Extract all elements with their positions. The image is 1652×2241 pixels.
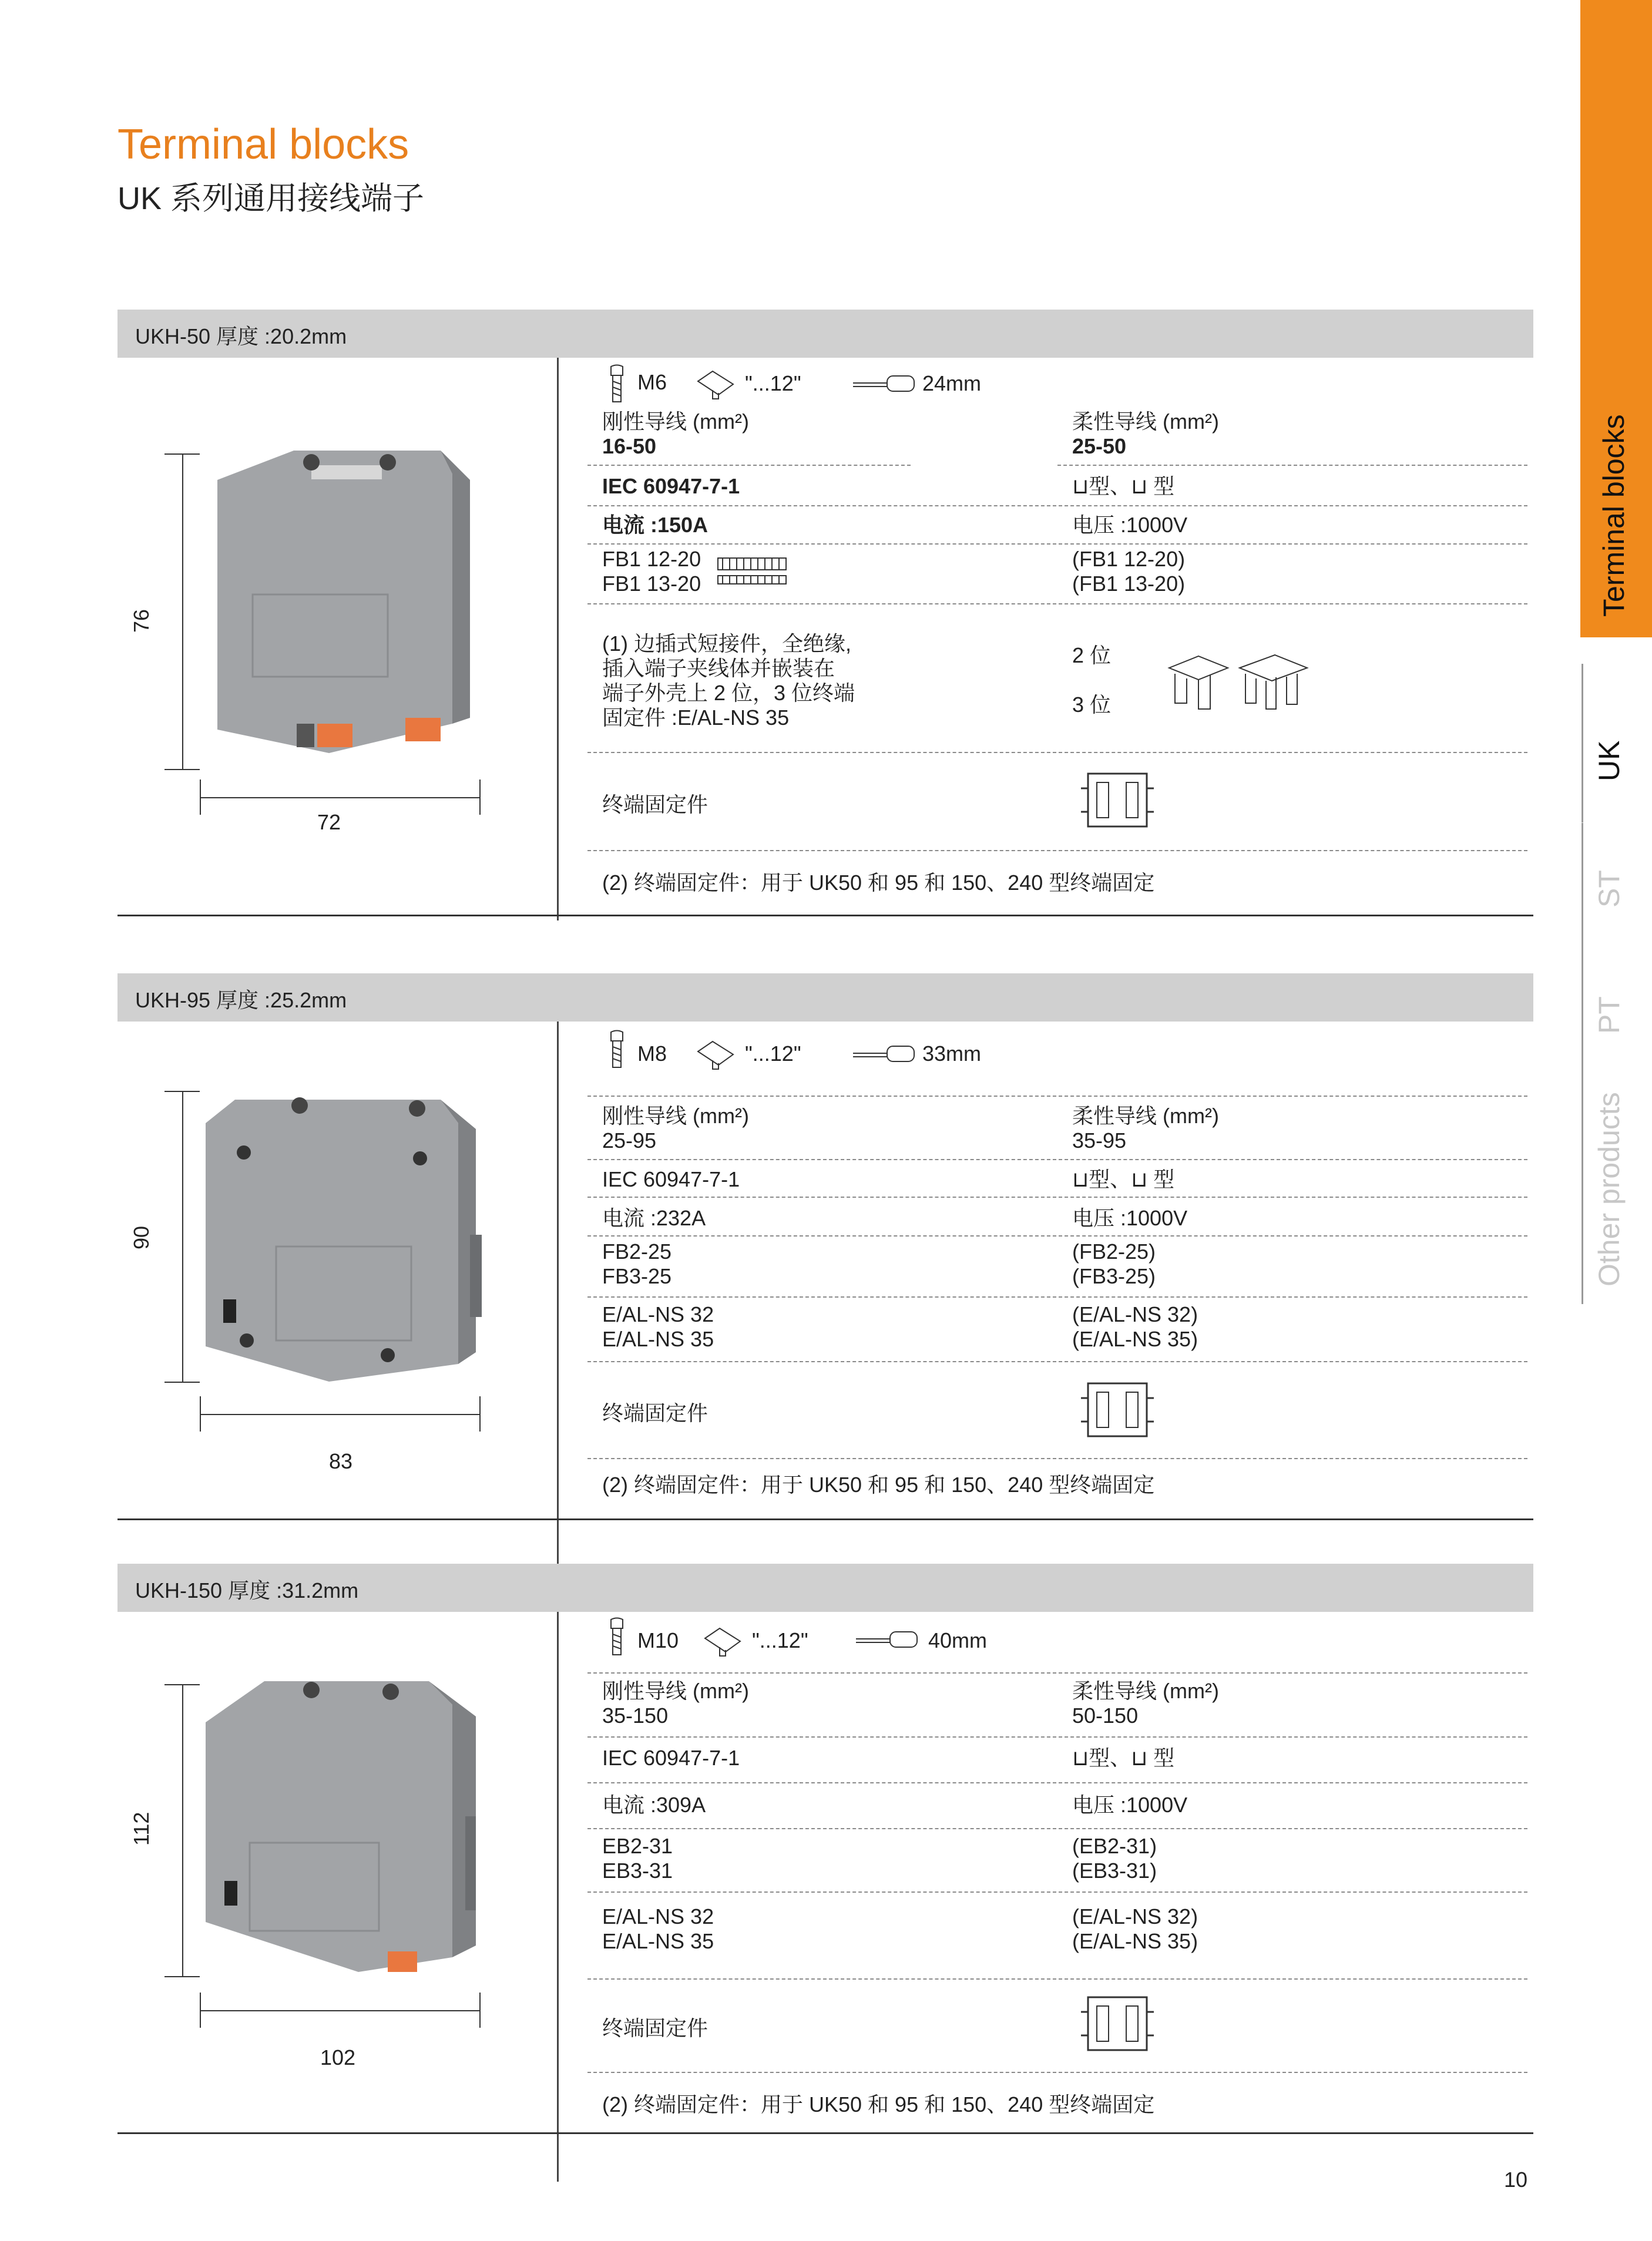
end-stop-model-1: E/AL-NS 32 — [602, 1302, 714, 1326]
current-rating: 电流 :232A — [602, 1206, 706, 1230]
rigid-wire-value: 25-95 — [602, 1128, 657, 1153]
bridge-alt-1: (EB2-31) — [1072, 1834, 1157, 1858]
standard-label: IEC 60947-7-1 — [602, 474, 740, 498]
end-bracket-note: (2) 终端固定件：用于 UK50 和 95 和 150、240 型终端固定 — [602, 1473, 1155, 1497]
rigid-wire-label: 刚性导线 (mm²) — [602, 1104, 749, 1128]
end-bracket-note: (2) 终端固定件：用于 UK50 和 95 和 150、240 型终端固定 — [602, 871, 1155, 895]
screwdriver-icon — [695, 1037, 736, 1072]
flex-wire-value: 25-50 — [1072, 434, 1127, 458]
dim-width-label: 72 — [317, 810, 341, 834]
strip-length: 40mm — [928, 1628, 988, 1652]
type-label: ⊔型、⊔ 型 — [1072, 1746, 1175, 1770]
row-divider — [587, 1736, 1527, 1738]
screw-icon — [608, 1029, 626, 1070]
screwdriver-icon — [702, 1624, 743, 1659]
page-number: 10 — [1504, 2168, 1528, 2192]
dim-tick-bottom — [164, 769, 200, 770]
position-3: 3 位 — [1072, 693, 1112, 717]
current-rating: 电流 :150A — [602, 513, 709, 537]
row-divider — [587, 1828, 1527, 1829]
dim-tick-bottom — [164, 1382, 200, 1383]
row-divider — [587, 1458, 1527, 1459]
row-divider — [587, 603, 1527, 604]
row-divider — [1057, 465, 1527, 466]
row-divider — [587, 1096, 1527, 1097]
end-stop-alt-2: (E/AL-NS 35) — [1072, 1929, 1198, 1953]
flex-wire-label: 柔性导线 (mm²) — [1072, 1679, 1219, 1703]
side-tab-other-products[interactable]: Other products — [1593, 1092, 1626, 1286]
rigid-wire-label: 刚性导线 (mm²) — [602, 409, 749, 434]
dim-tick-right — [479, 780, 481, 815]
column-divider — [557, 1612, 559, 2182]
end-bracket-icon — [1076, 1991, 1159, 2056]
side-tab-pt[interactable]: PT — [1593, 996, 1626, 1034]
dim-width-line — [200, 2010, 479, 2011]
torque-value: "...12" — [745, 1041, 801, 1066]
product-image — [194, 448, 488, 765]
screw-icon — [608, 364, 626, 405]
dim-tick-bottom — [164, 1976, 200, 1977]
row-divider — [587, 1978, 1527, 1980]
dim-width-line — [200, 797, 479, 798]
end-bracket-note: (2) 终端固定件：用于 UK50 和 95 和 150、240 型终端固定 — [602, 2092, 1155, 2116]
section-ukh-95 — [117, 973, 1533, 1523]
note-line: 插入端子夹线体并嵌装在 — [602, 656, 835, 680]
note-line: 端子外壳上 2 位，3 位终端 — [602, 681, 855, 705]
dim-height-line — [182, 1091, 183, 1382]
page-title: Terminal blocks — [117, 121, 409, 168]
bridge-model-1: EB2-31 — [602, 1834, 673, 1858]
torque-value: "...12" — [745, 371, 801, 395]
dim-height-label: 76 — [129, 609, 153, 633]
dim-height-line — [182, 1684, 183, 1976]
flex-wire-value: 50-150 — [1072, 1704, 1139, 1728]
bridge-model-1: FB2-25 — [602, 1239, 672, 1264]
rigid-wire-value: 16-50 — [602, 434, 657, 458]
dim-height-label: 112 — [129, 1812, 153, 1846]
torque-value: "...12" — [752, 1628, 808, 1652]
rigid-wire-label: 刚性导线 (mm²) — [602, 1679, 749, 1703]
section-bottom-rule — [117, 915, 1533, 916]
note-line: (1) 边插式短接件，全绝缘, — [602, 631, 852, 656]
end-bracket-icon — [1076, 768, 1159, 832]
standard-label: IEC 60947-7-1 — [602, 1746, 740, 1770]
bridge-alt-2: (FB1 13-20) — [1072, 572, 1186, 596]
dim-width-label: 102 — [320, 2045, 356, 2069]
current-rating: 电流 :309A — [602, 1793, 706, 1817]
bridge-model-2: FB1 13-20 — [602, 572, 701, 596]
section-ukh-50 — [117, 310, 1533, 920]
bridge-alt-2: (FB3-25) — [1072, 1264, 1156, 1288]
section-ukh-150 — [117, 1564, 1533, 2139]
bridge-comb-icon — [717, 555, 787, 590]
screw-size: M10 — [637, 1628, 679, 1652]
row-divider — [587, 1235, 1527, 1237]
section-header: UKH-150 厚度 :31.2mm — [135, 1578, 359, 1602]
dim-height-line — [182, 453, 183, 769]
row-divider — [587, 752, 1527, 753]
flex-wire-label: 柔性导线 (mm²) — [1072, 1104, 1219, 1128]
product-image — [194, 1675, 488, 1981]
flex-wire-value: 35-95 — [1072, 1128, 1127, 1153]
jumper-icon — [1163, 650, 1310, 715]
bridge-alt-2: (EB3-31) — [1072, 1859, 1157, 1883]
column-divider — [557, 358, 559, 920]
bridge-model-2: EB3-31 — [602, 1859, 673, 1883]
row-divider — [587, 543, 1527, 545]
row-divider — [587, 850, 1527, 851]
end-bracket-label: 终端固定件 — [602, 1401, 709, 1425]
side-separator — [1582, 822, 1583, 823]
row-divider — [587, 465, 911, 466]
product-image — [194, 1088, 488, 1393]
side-divider — [1582, 664, 1583, 1304]
section-header: UKH-95 厚度 :25.2mm — [135, 988, 347, 1012]
strip-length: 24mm — [922, 371, 982, 395]
screwdriver-icon — [695, 367, 736, 402]
screw-size: M6 — [637, 370, 667, 394]
note-line: 固定件 :E/AL-NS 35 — [602, 705, 790, 730]
screw-size: M8 — [637, 1041, 667, 1066]
dim-width-label: 83 — [329, 1449, 353, 1473]
voltage-rating: 电压 :1000V — [1072, 1206, 1188, 1230]
screw-icon — [608, 1617, 626, 1658]
dim-width-line — [200, 1414, 479, 1415]
page-subtitle: UK 系列通用接线端子 — [117, 181, 425, 216]
end-stop-model-2: E/AL-NS 35 — [602, 1929, 714, 1953]
type-label: ⊔型、⊔ 型 — [1072, 1167, 1175, 1191]
wire-strip-icon — [852, 1041, 916, 1065]
bridge-model-2: FB3-25 — [602, 1264, 672, 1288]
end-stop-alt-1: (E/AL-NS 32) — [1072, 1302, 1198, 1326]
row-divider — [587, 2072, 1527, 2073]
end-bracket-label: 终端固定件 — [602, 2016, 709, 2040]
end-bracket-icon — [1076, 1377, 1159, 1442]
standard-label: IEC 60947-7-1 — [602, 1167, 740, 1191]
wire-strip-icon — [855, 1627, 919, 1651]
row-divider — [587, 505, 1527, 506]
row-divider — [587, 1672, 1527, 1674]
strip-length: 33mm — [922, 1041, 982, 1066]
row-divider — [587, 1159, 1527, 1160]
bridge-model-1: FB1 12-20 — [602, 547, 701, 571]
section-bottom-rule — [117, 1518, 1533, 1520]
bridge-alt-1: (FB2-25) — [1072, 1239, 1156, 1264]
row-divider — [587, 1782, 1527, 1783]
row-divider — [587, 1197, 1527, 1198]
end-stop-model-1: E/AL-NS 32 — [602, 1904, 714, 1928]
wire-strip-icon — [852, 371, 916, 395]
dim-tick-right — [479, 1993, 481, 2028]
bridge-alt-1: (FB1 12-20) — [1072, 547, 1186, 571]
section-bottom-rule — [117, 2132, 1533, 2134]
position-2: 2 位 — [1072, 643, 1112, 667]
side-tab-st[interactable]: ST — [1593, 870, 1626, 908]
row-divider — [587, 1361, 1527, 1362]
side-tab-terminal-blocks[interactable]: Terminal blocks — [1597, 414, 1630, 617]
dim-tick-right — [479, 1396, 481, 1432]
row-divider — [587, 1296, 1527, 1298]
voltage-rating: 电压 :1000V — [1072, 513, 1188, 537]
voltage-rating: 电压 :1000V — [1072, 1793, 1188, 1817]
rigid-wire-value: 35-150 — [602, 1704, 669, 1728]
end-bracket-label: 终端固定件 — [602, 792, 709, 817]
side-tab-uk[interactable]: UK — [1593, 740, 1626, 781]
column-divider — [557, 1022, 559, 1565]
flex-wire-label: 柔性导线 (mm²) — [1072, 409, 1219, 434]
dim-height-label: 90 — [129, 1225, 153, 1249]
end-stop-model-2: E/AL-NS 35 — [602, 1327, 714, 1351]
type-label: ⊔型、⊔ 型 — [1072, 474, 1175, 498]
section-header: UKH-50 厚度 :20.2mm — [135, 324, 347, 348]
row-divider — [587, 1891, 1527, 1893]
end-stop-alt-2: (E/AL-NS 35) — [1072, 1327, 1198, 1351]
end-stop-alt-1: (E/AL-NS 32) — [1072, 1904, 1198, 1928]
